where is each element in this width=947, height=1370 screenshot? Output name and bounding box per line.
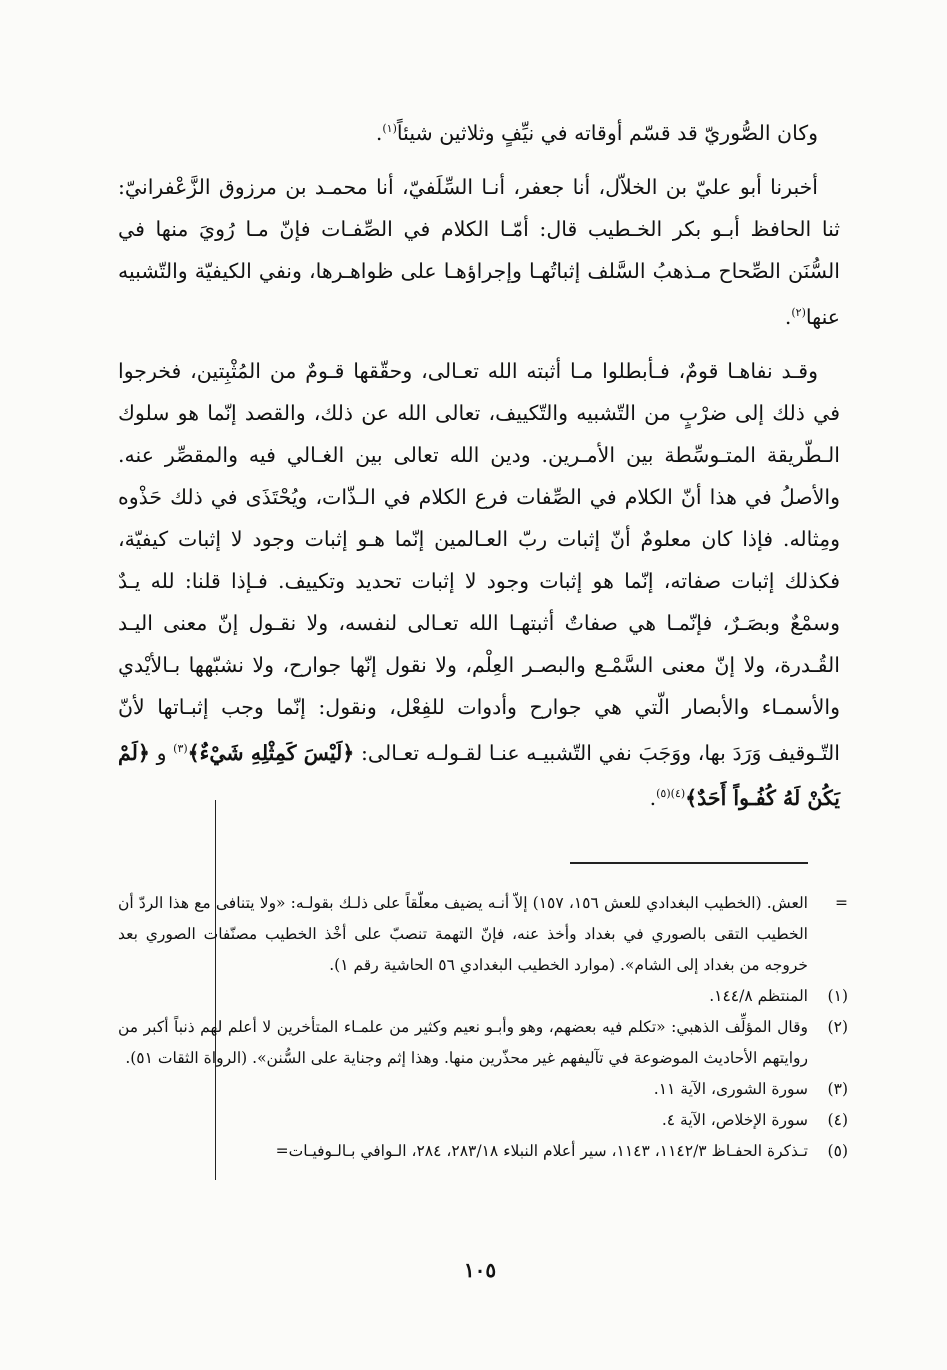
paragraph-1-end: . [375, 120, 383, 145]
footnote-5 [118, 1136, 848, 1167]
footnote-mark: = [835, 894, 848, 912]
paragraph-2-end: . [784, 304, 792, 329]
footnote-text: وقال المؤلِّف الذهبي: «تكلم فيه بعضهم، وهو وأبـو نعيم وكثير من علمـاء المتأخرين لا أعلم لهم ذنباً أكبر من روايتهم الأحاديث الموضوعة في تآليفهم غير محذّرين منها. وهذا إثم وجناية على السُّنن». (الرواة الثقات ٥١). [118, 1018, 808, 1067]
main-text [118, 108, 840, 831]
footnote-mark: (٤) [827, 1111, 848, 1129]
paragraph-3-text: وقـد نفاهـا قومٌ، فـأبطلوا مـا أثبته الله تعـالى، وحقّقها قـومٌ من المُثْبِتين، فخرجوا في ذلك إلى ضرْبٍ من التّشبيه والتّكييف، تعالى الله عن ذلك، والقصد إنّما هو سلوك الـطّريقة المتـوسِّطة بين الأمـرين. ودين الله تعالى بين الغـالي فيه والمقصِّر عنه. والأصلُ في هذا أنّ الكلام في الصِّفات فرع الكلام في الـذّات، ويُحْتَذَى في ذلك حَذْوه ومِثاله. فإذا كان معلومٌ أنّ إثبات ربّ العـالمين إنّما هـو إثبات وجود لا إثبات كيفيّة، فكذلك إثبات صفاته، إنّما هو إثبات وجود لا إثبات تحديد وتكييف. فـإذا قلنا: لله يـدٌ وسمْعٌ وبصَـرٌ، فإنّمـا هي صفاتٌ أثبتهـا الله تعـالى لنفسه، ولا نقـول إنّ معنى اليـد القُـدرة، ولا إنّ معنى السَّمْـع والبصـر العِلْم، ولا نقول إنّها جوارح، ولا نشبّهها بـالأيْدي والأسمـاء والأبصار الّتي هي جوارح وأدوات للفِعْل، ونقول: إنّما وجب إثبـاتها لأنّ التّـوقيف وَرَدَ بها، ووَجَبَ نفي التّشبيـه عنـا لقـولـه تعـالى: [118, 358, 840, 765]
footnote-text: المنتظم ١٤٤/٨. [709, 987, 808, 1005]
paragraph-3 [118, 350, 840, 820]
footnote-text: العش. (الخطيب البغدادي للعش ١٥٦، ١٥٧) إلاّ أنـه يضيف معلّقاً على ذلـك بقولـه: «ولا يتنافى مع هذا الردّ أن الخطيب التقى بالصوري في بغداد وأخذ عنه، فإنّ التهمة تنصبّ على أخْذ الخطيب مصنّفات الصوري بعد خروجه من بغداد إلى الشام». (موارد الخطيب البغدادي ٥٦ الحاشية رقم ١). [118, 894, 808, 974]
footnote-1 [118, 981, 848, 1012]
footnote-ref-1: (١) [382, 122, 397, 135]
footnote-text: سورة الإخلاص، الآية ٤. [661, 1111, 808, 1129]
footnote-continued [118, 888, 848, 981]
footnote-mark: (٢) [827, 1018, 848, 1036]
footnote-4 [118, 1105, 848, 1136]
conjunction: و [156, 740, 167, 765]
footnote-ref-2: (٢) [791, 305, 806, 319]
footnote-text: تـذكرة الحفـاظ ١١٤٢/٣، ١١٤٣، سير أعلام النبلاء ٢٨٣/١٨، ٢٨٤، الـوافي بـالـوفيـات= [275, 1142, 808, 1160]
quran-verse-1: ﴿لَيْسَ كَمِثْلِهِ شَيْءٌ﴾ [187, 740, 355, 765]
footnote-mark: (٣) [827, 1080, 848, 1098]
footnotes [118, 888, 848, 1167]
footnote-text: سورة الشورى، الآية ١١. [653, 1080, 808, 1098]
footnote-mark: (٥) [827, 1142, 848, 1160]
footnote-3 [118, 1074, 848, 1105]
footnote-mark: (١) [827, 987, 848, 1005]
footnote-2 [118, 1012, 848, 1074]
quran-verse-2: ﴿لَمْ يَكُنْ لَهُ كُفُـواً أَحَدٌ﴾ [118, 740, 840, 811]
paragraph-2-text: أخبرنا أبو عليّ بن الخلاّل، أنا جعفر، أنـا السِّلَفيّ، أنا محمـد بن مرزوق الزَّعْفرانيّ: ثنا الحافظ أبـو بكر الخـطيب قال: أمّـا الكلام في الصِّفـات فإنّ مـا رُويَ منها في السُّنَن الصِّحاح مـذهبُ السَّلف إثباتُهـا وإجراؤهـا على ظواهـرها، ونفي الكيفيّة والتّشبيه عنها [118, 174, 840, 329]
paragraph-2 [118, 166, 840, 338]
footnote-separator [570, 862, 808, 864]
footnote-ref-4-5: (٤)(٥) [656, 787, 686, 801]
page-number: ١٠٥ [463, 1258, 497, 1282]
footnote-ref-3: (٣) [173, 741, 188, 755]
paragraph-3-end: . [649, 786, 657, 811]
paragraph-1 [118, 108, 840, 154]
paragraph-1-text: وكان الصُّوريّ قد قسّم أوقاته في نيِّفٍ وثلاثين شيئاً [396, 120, 818, 145]
